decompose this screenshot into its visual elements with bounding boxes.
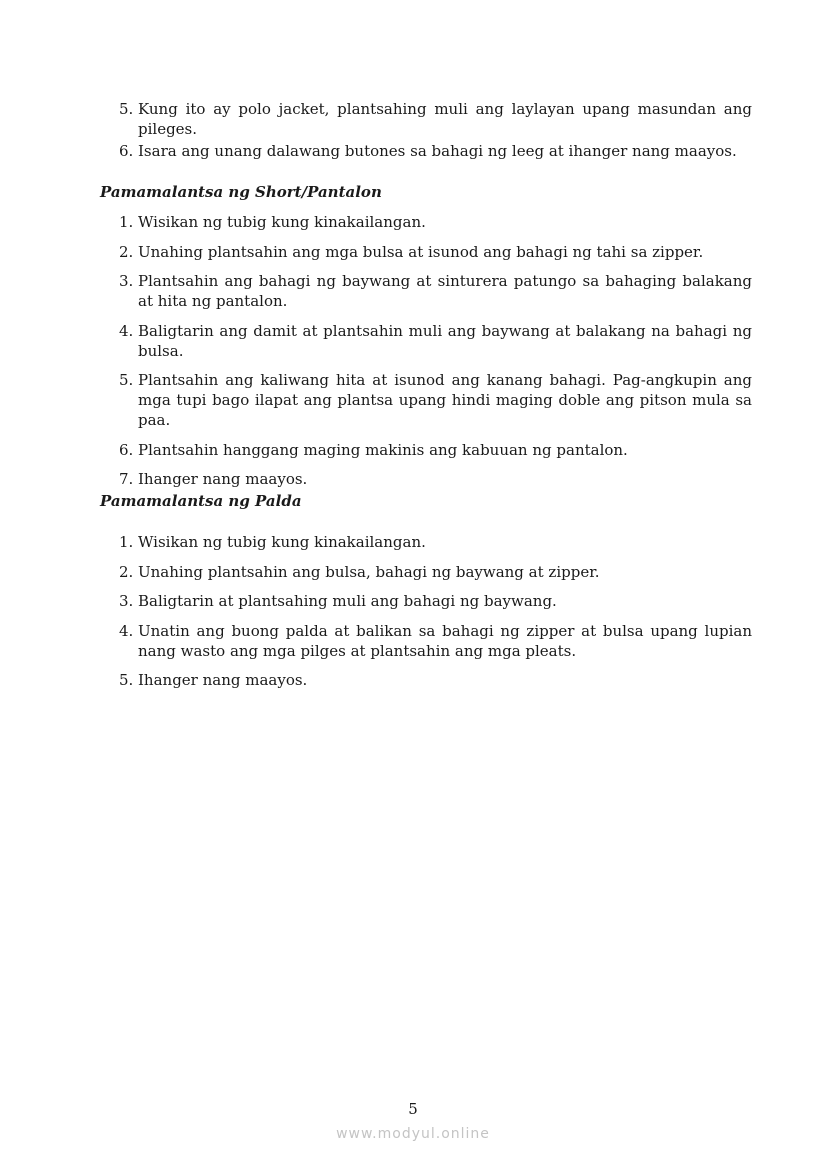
item-text: Unatin ang buong palda at balikan sa bahagi ng zipper at bulsa upang lupian nang wasto ang mga pilges at plantsahin ang mga pleats. xyxy=(138,621,752,660)
item-text: Baligtarin ang damit at plantsahin muli ang baywang at balakang na bahagi ng bulsa. xyxy=(138,321,752,360)
item-number: 6. xyxy=(119,142,134,160)
list-item xyxy=(100,242,752,262)
list-item xyxy=(100,271,752,311)
item-text: Kung ito ay polo jacket, plantsahing muli ang laylayan upang masundan ang pileges. xyxy=(138,100,752,138)
list-item xyxy=(100,440,752,460)
item-text: Isara ang unang dalawang butones sa bahagi ng leeg at ihanger nang maayos. xyxy=(138,142,737,160)
item-number: 1. xyxy=(119,213,134,231)
section-heading-short: Pamamalantsa ng Short/Pantalon xyxy=(100,183,382,201)
item-number: 4. xyxy=(119,621,134,640)
list-item xyxy=(100,591,752,611)
list-item xyxy=(100,370,752,430)
item-number: 5. xyxy=(119,100,134,118)
item-text: Ihanger nang maayos. xyxy=(138,470,308,488)
item-text: Unahing plantsahin ang mga bulsa at isunod ang bahagi ng tahi sa zipper. xyxy=(138,242,704,261)
page-number: 5 xyxy=(408,1100,418,1118)
list-item xyxy=(100,532,752,552)
item-text: Wisikan ng tubig kung kinakailangan. xyxy=(138,213,426,231)
item-text: Unahing plantsahin ang bulsa, bahagi ng baywang at zipper. xyxy=(138,562,600,581)
continued-list xyxy=(100,99,752,171)
short-steps-list xyxy=(100,212,752,499)
list-item xyxy=(100,99,752,139)
list-item xyxy=(100,562,752,582)
item-number: 4. xyxy=(119,321,134,340)
list-item xyxy=(100,141,752,161)
list-item xyxy=(100,670,752,690)
section-heading-palda: Pamamalantsa ng Palda xyxy=(100,492,302,510)
item-text: Ihanger nang maayos. xyxy=(138,671,308,689)
item-number: 6. xyxy=(119,440,134,459)
item-number: 2. xyxy=(119,562,134,581)
item-number: 7. xyxy=(119,470,134,488)
item-text: Plantsahin hanggang maging makinis ang kabuuan ng pantalon. xyxy=(138,440,628,459)
item-number: 5. xyxy=(119,371,134,389)
item-text: Baligtarin at plantsahing muli ang bahagi ng baywang. xyxy=(138,592,557,610)
item-text: Plantsahin ang kaliwang hita at isunod ang kanang bahagi. Pag-angkupin ang mga tupi bago ilapat ang plantsa upang hindi maging doble ang pitson mula sa paa. xyxy=(138,371,752,429)
item-number: 3. xyxy=(119,272,134,290)
list-item xyxy=(100,212,752,232)
item-number: 1. xyxy=(119,533,134,551)
palda-steps-list xyxy=(100,532,752,700)
item-text: Wisikan ng tubig kung kinakailangan. xyxy=(138,533,426,551)
item-number: 2. xyxy=(119,242,134,261)
item-number: 5. xyxy=(119,671,134,689)
watermark-text: www.modyul.online xyxy=(336,1126,490,1142)
list-item xyxy=(100,321,752,361)
list-item xyxy=(100,469,752,489)
list-item xyxy=(100,621,752,661)
item-text: Plantsahin ang bahagi ng baywang at sinturera patungo sa bahaging balakang at hita ng pantalon. xyxy=(138,272,752,310)
item-number: 3. xyxy=(119,592,134,610)
